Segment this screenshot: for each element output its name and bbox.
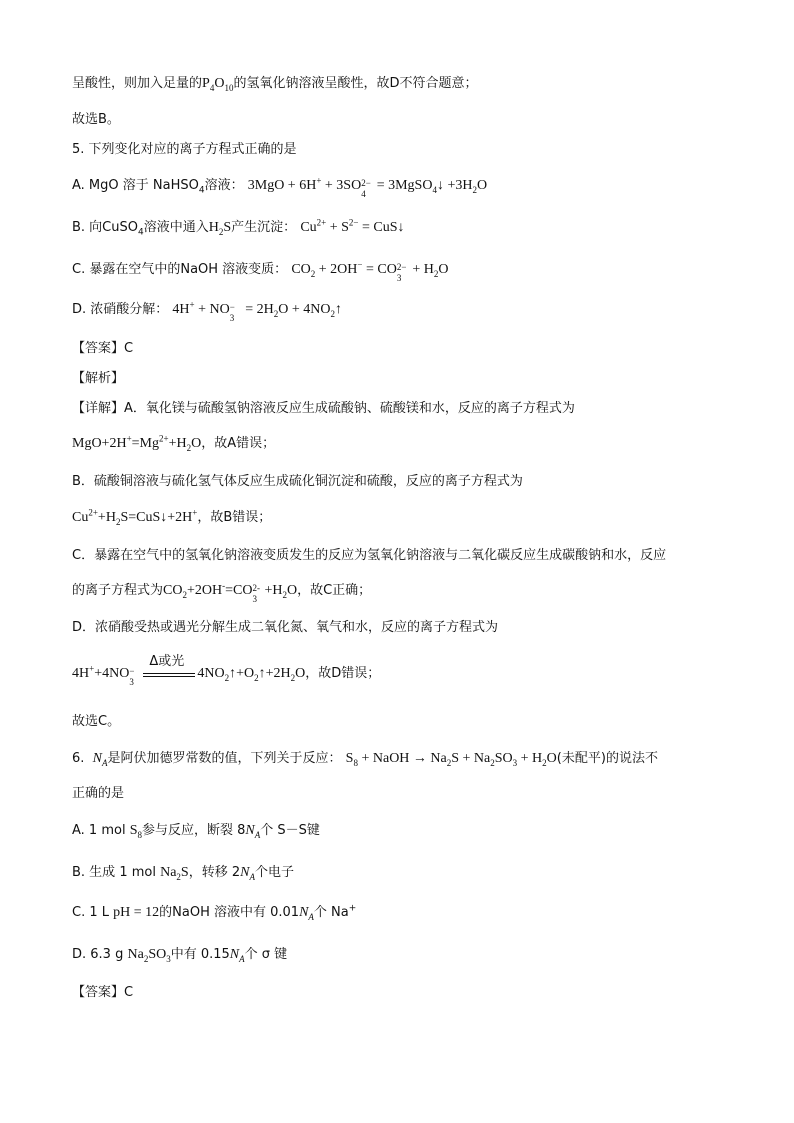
equation-5a: 3MgO + 6H+ + 3SO 2− 4 = 3MgSO$_4$↓ $+3H_2O$ — [247, 175, 488, 199]
text-segment: 故选C。 — [72, 714, 121, 729]
formula-s8: $S_8$ — [129, 823, 142, 840]
question-5-stem — [72, 140, 297, 160]
question-6-option-d — [72, 945, 287, 965]
formula-ph: pH = 12 — [113, 905, 160, 920]
detail-d-equation — [72, 654, 381, 687]
equation-detail-a: $MgO+2H^+=Mg^{2+}+H_2O$ — [72, 433, 202, 453]
choose-c — [72, 712, 120, 732]
text-segment: 的NaOH 溶液中有 0.01 — [159, 905, 300, 920]
detail-b — [72, 472, 523, 492]
formula-na2s: $Na_2S$ — [160, 865, 189, 882]
text-segment: 个 Na — [313, 905, 349, 920]
text-segment: D．浓硝酸受热或遇光分解生成二氧化氮、氧气和水，反应的离子方程式为 — [72, 620, 499, 635]
text-segment: 溶液中通入 — [143, 220, 209, 235]
text-segment: 【答案】C — [72, 985, 134, 1000]
equation-q6: $S_8$ + NaOH → $Na_2S + Na_2SO_3 + H_2O$ — [345, 751, 557, 768]
text-segment: C. 1 L — [72, 905, 109, 920]
text-segment: 是阿伏加德罗常数的值，下列关于反应： — [107, 751, 342, 766]
condition-label: Δ或光 — [149, 654, 185, 669]
equation-5d: 4H+ + NO − 3 = $2H_2O$ + $4NO_2↑$ — [172, 299, 342, 323]
text-segment: ，故B错误； — [197, 510, 272, 525]
text-segment: B. 生成 1 mol — [72, 865, 156, 880]
text-segment: 产生沉淀： — [231, 220, 297, 235]
question-6-option-c — [72, 903, 356, 923]
symbol-na: $N_A$ — [299, 905, 314, 922]
text-segment: 正确的是 — [72, 786, 125, 801]
question-6-option-b — [72, 863, 294, 883]
superscript: + — [348, 903, 357, 914]
text-segment: 5. 下列变化对应的离子方程式正确的是 — [72, 142, 297, 157]
symbol-na: $N_A$ — [229, 947, 245, 964]
text-segment: 参与反应，断裂 8 — [142, 823, 246, 838]
equation-5c: $CO_2 + 2OH^-$ = CO 2− 3 + $H_2O$ — [291, 259, 449, 283]
text-segment: C. 暴露在空气中的NaOH 溶液变质： — [72, 262, 288, 277]
text-segment: D. 浓硝酸分解： — [72, 302, 169, 317]
text-segment: A. 1 mol — [72, 823, 126, 838]
equation-detail-b: $Cu^{2+}+H_2S=CuS↓+2H^+$ — [72, 507, 198, 527]
text-segment: ，故D错误； — [305, 666, 381, 682]
symbol-na: $N_A$ — [240, 865, 255, 882]
answer-6 — [72, 983, 133, 1003]
equation-detail-c: $CO_2+2OH^-=CO$ 2- 3 $+H_2O$ — [163, 580, 298, 604]
equation-5b: $Cu^{2+} + S^{2-}$ = CuS↓ — [300, 217, 405, 235]
detail-b-equation — [72, 508, 271, 528]
text-segment: 【详解】A．氧化镁与硫酸氢钠溶液反应生成硫酸钠、硫酸镁和水，反应的离子方程式为 — [72, 401, 575, 416]
detail-c-line-1 — [72, 546, 666, 566]
text-segment: 溶液： — [204, 178, 244, 193]
detail-c-line-2 — [72, 580, 372, 604]
text-segment: 【解析】 — [72, 371, 125, 386]
text-segment: B．硫酸铜溶液与硫化氢气体反应生成硫化铜沉淀和硫酸，反应的离子方程式为 — [72, 474, 523, 489]
question-5-option-b — [72, 218, 405, 238]
text-segment: (未配平)的说法不 — [556, 751, 658, 766]
text-segment: B. 向CuSO — [72, 220, 138, 235]
text-segment: 个 S－S键 — [260, 823, 320, 838]
question-5-option-d — [72, 299, 342, 323]
formula-h2s: $H_2S$ — [208, 220, 232, 237]
question-6-stem-2 — [72, 784, 124, 804]
equation-detail-d: 4H++4NO − 3 Δ或光 $4NO_2↑+O_2↑+2H_2O$ — [72, 654, 306, 687]
text-line-2 — [72, 110, 120, 130]
formula-p4o10: $P_4O_{10}$ — [202, 76, 234, 93]
text-segment: 的离子方程式为 — [72, 583, 164, 598]
text-segment: 【答案】C — [72, 341, 134, 356]
question-6-option-a — [72, 821, 320, 841]
text-segment: 个电子 — [254, 865, 294, 880]
text-segment: 的氢氧化钠溶液呈酸性，故D不符合题意； — [233, 76, 478, 91]
question-6-stem-1 — [72, 749, 658, 769]
analysis-label — [72, 369, 124, 389]
formula-na2so3: $Na_2SO_3$ — [127, 947, 171, 964]
detail-a — [72, 399, 575, 419]
subscript: 4 — [137, 227, 144, 238]
reaction-condition — [143, 654, 195, 684]
text-segment: D. 6.3 g — [72, 947, 124, 962]
text-segment: A. MgO 溶于 NaHSO — [72, 178, 199, 193]
text-segment: 中有 0.15 — [170, 947, 230, 962]
question-5-option-c — [72, 259, 449, 283]
question-number: 6. — [72, 751, 93, 766]
text-line-1 — [72, 74, 477, 94]
detail-d — [72, 618, 498, 638]
text-segment: 故选B。 — [72, 112, 120, 127]
answer-5 — [72, 339, 133, 359]
question-5-option-a — [72, 175, 488, 199]
text-segment: C．暴露在空气中的氢氧化钠溶液变质发生的反应为氢氧化钠溶液与二氧化碳反应生成碳酸钠和水，反应 — [72, 548, 667, 563]
text-segment: ，故A错误； — [201, 436, 276, 451]
symbol-na: $N_A$ — [245, 823, 261, 840]
symbol-na: $N_A$ — [92, 751, 108, 768]
detail-a-equation — [72, 434, 275, 454]
text-segment: ，转移 2 — [188, 865, 241, 880]
text-segment: 呈酸性，则加入足量的 — [72, 76, 203, 91]
subscript: 4 — [198, 185, 205, 196]
text-segment: ，故C正确； — [297, 583, 372, 598]
text-segment: 个 σ 键 — [244, 947, 288, 962]
